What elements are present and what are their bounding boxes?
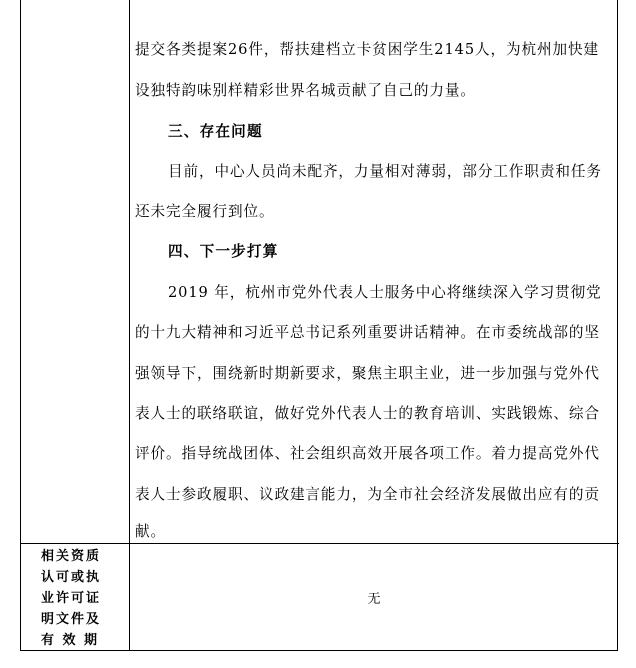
qualification-label: 相关资质 xyxy=(41,549,102,564)
qualification-label: 业许可证 xyxy=(41,591,102,606)
paragraph-line: 表人士的联络联谊，做好党外代表人士的教育培训、实践锻炼、综合 xyxy=(135,405,600,422)
paragraph-line: 强领导下，围绕新时期新要求，聚焦主职主业，进一步加强与党外代 xyxy=(135,365,600,382)
paragraph-line: 2019 年，杭州市党外代表人士服务中心将继续深入学习贯彻党 xyxy=(168,284,602,301)
column-divider xyxy=(129,0,130,651)
paragraph-line: 设独特韵味别样精彩世界名城贡献了自己的力量。 xyxy=(135,82,476,99)
qualification-value-cell xyxy=(131,544,617,650)
section-heading: 四、下一步打算 xyxy=(168,243,279,260)
paragraph-line: 的十九大精神和习近平总书记系列重要讲话精神。在市委统战部的坚 xyxy=(135,324,600,341)
paragraph-line: 还未完全履行到位。 xyxy=(135,203,275,220)
qualification-label: 认可或执 xyxy=(41,570,102,585)
paragraph-line: 表人士参政履职、议政建言能力，为全市社会经济发展做出应有的贡 xyxy=(135,486,600,503)
report-table xyxy=(20,0,618,651)
qualification-value: 无 xyxy=(367,592,381,607)
paragraph-line: 献。 xyxy=(135,523,166,540)
qualification-label: 有 效 期 xyxy=(41,633,100,648)
qualification-label-cell xyxy=(21,544,129,650)
section-heading: 三、存在问题 xyxy=(168,123,263,140)
paragraph-line: 提交各类提案26件，帮扶建档立卡贫困学生2145人，为杭州加快建 xyxy=(135,41,599,58)
paragraph-line: 目前，中心人员尚未配齐，力量相对薄弱，部分工作职责和任务 xyxy=(168,163,602,180)
qualification-label: 明文件及 xyxy=(41,612,102,627)
report-content-cell xyxy=(131,0,617,543)
paragraph-line: 评价。指导统战团体、社会组织高效开展各项工作。着力提高党外代 xyxy=(135,445,600,462)
